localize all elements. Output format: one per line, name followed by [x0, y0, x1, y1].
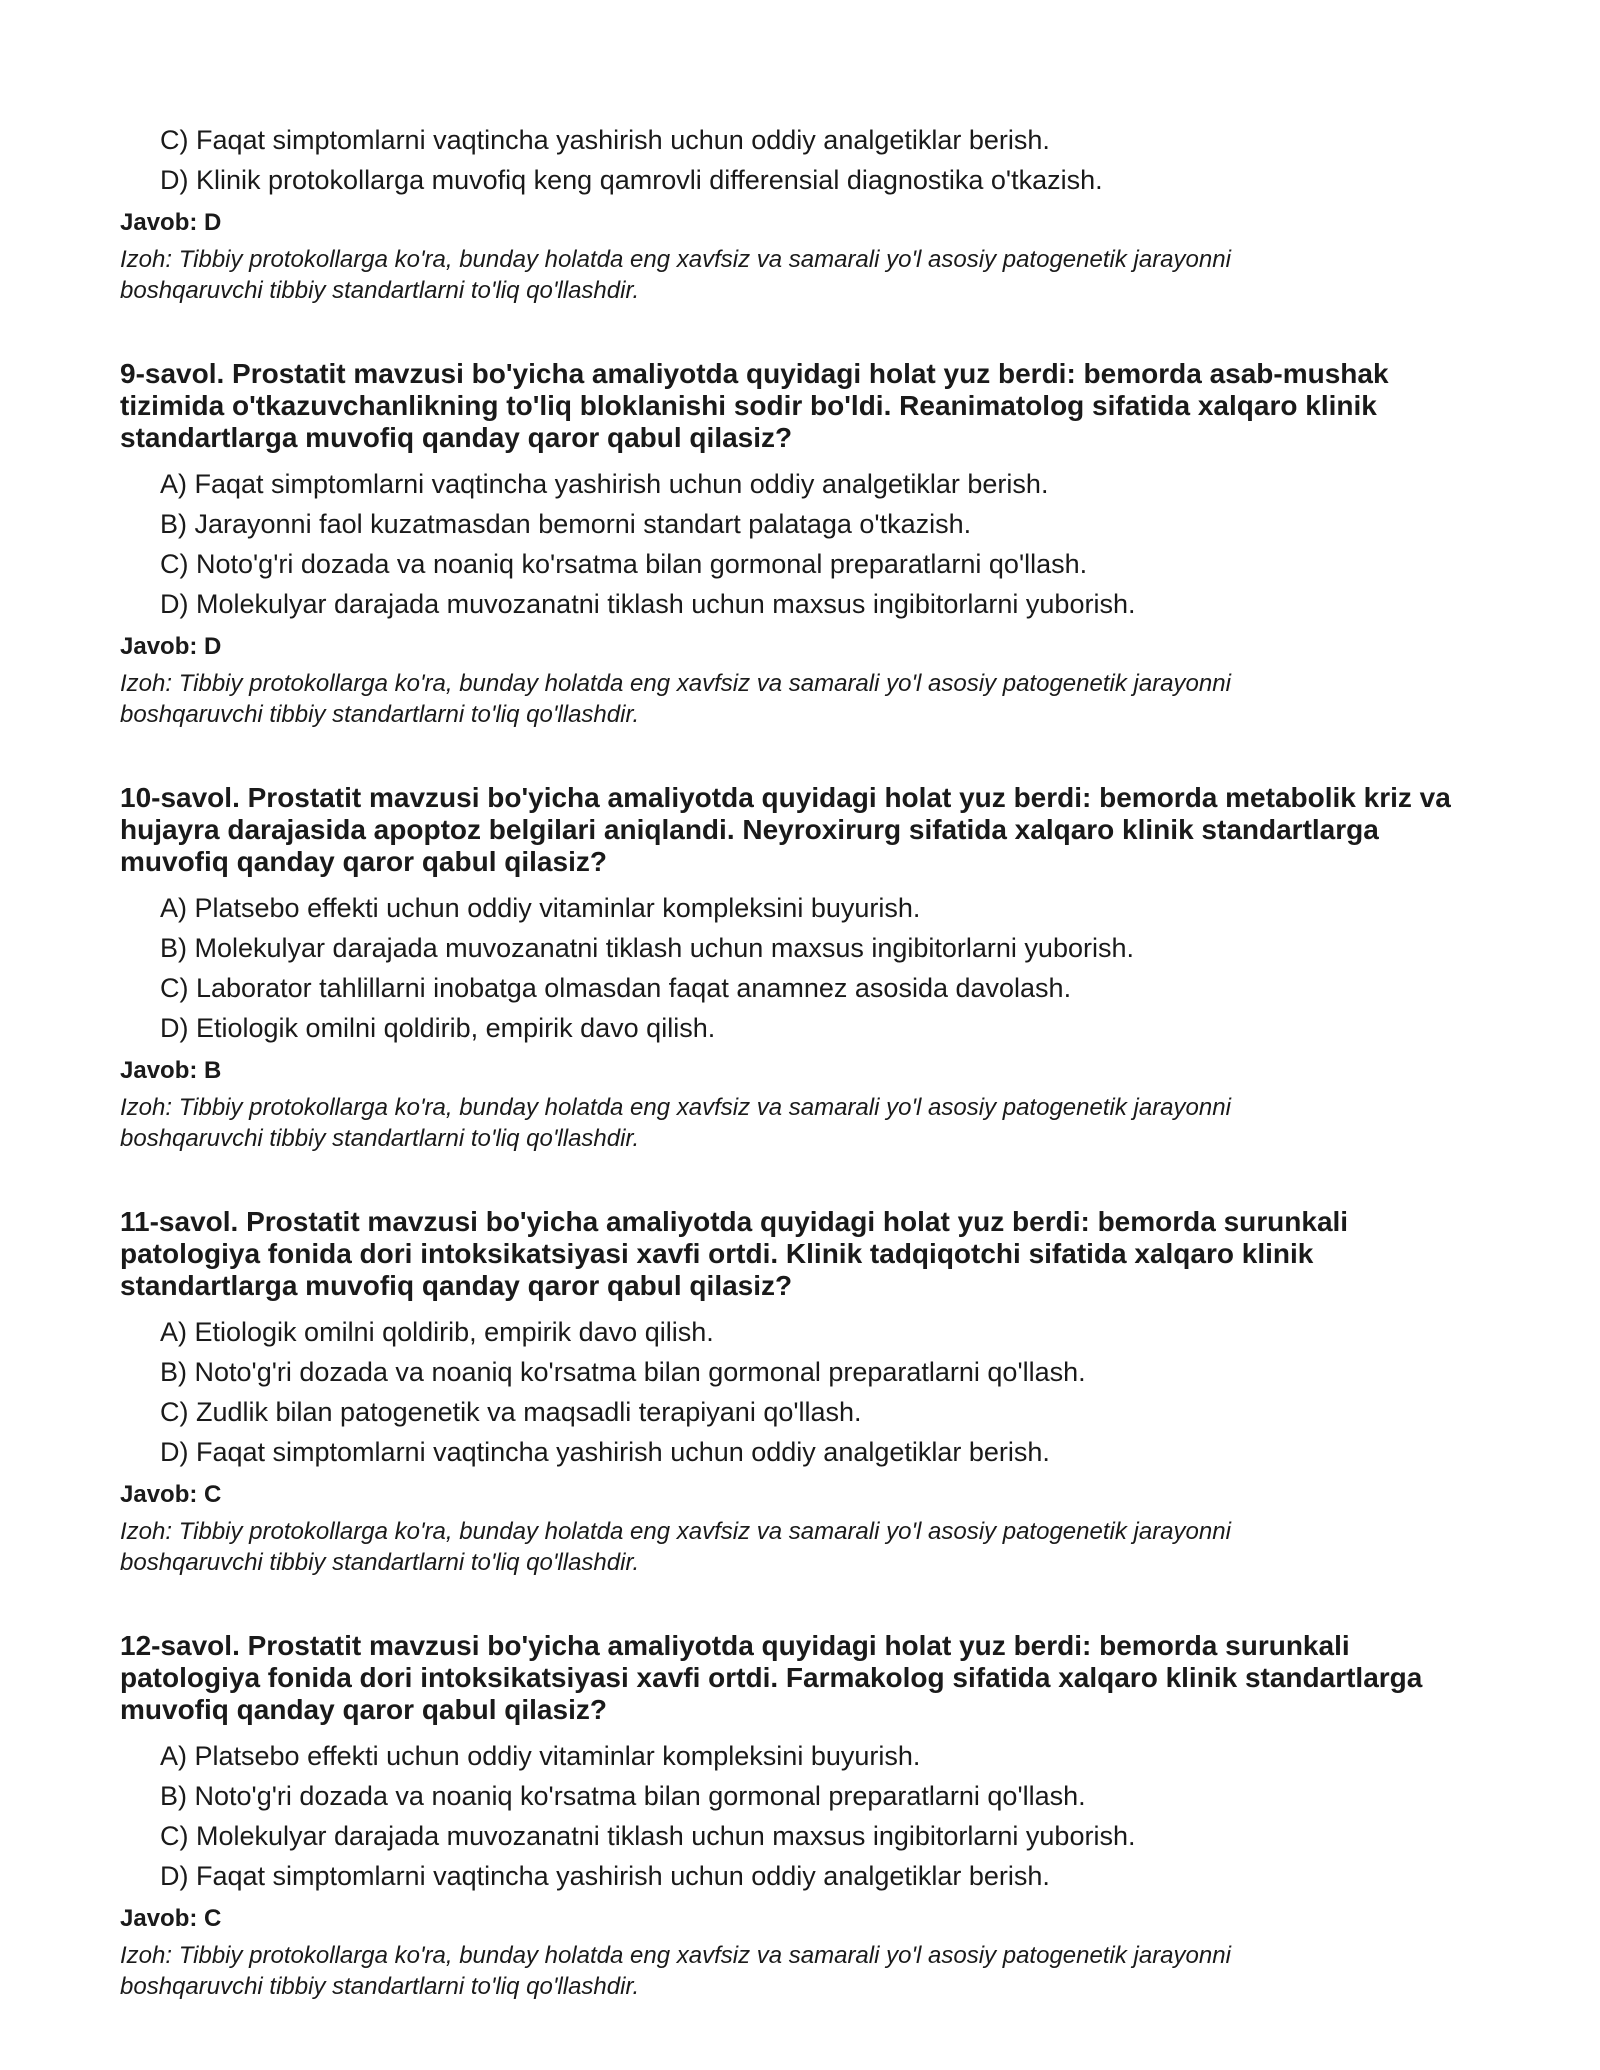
option-b: B) Noto'g'ri dozada va noaniq ko'rsatma bilan gormonal preparatlarni qo'llash. — [160, 1781, 1086, 1811]
question-8-continuation — [120, 120, 1480, 306]
option-d: D) Etiologik omilni qoldirib, empirik davo qilish. — [160, 1013, 716, 1043]
question-title: 10-savol. Prostatit mavzusi bo'yicha amaliyotda quyidagi holat yuz berdi: bemorda metabolik kriz va hujayra darajasida apoptoz belgilari aniqlandi. Neyroxirurg sifatida xalqaro klinik standartlarga muvofiq qanday qaror qabul qilasiz? — [120, 782, 1451, 877]
option-b: B) Jarayonni faol kuzatmasdan bemorni standart palataga o'tkazish. — [160, 509, 972, 539]
option-c: C) Faqat simptomlarni vaqtincha yashirish uchun oddiy analgetiklar berish. — [160, 125, 1050, 155]
question-title: 9-savol. Prostatit mavzusi bo'yicha amaliyotda quyidagi holat yuz berdi: bemorda asab-mushak tizimida o'tkazuvchanlikning to'liq bloklanishi sodir bo'ldi. Reanimatolog sifatida xalqaro klinik standartlarga muvofiq qanday qaror qabul qilasiz? — [120, 358, 1389, 453]
explanation-note: Izoh: Tibbiy protokollarga ko'ra, bunday holatda eng xavfsiz va samarali yo'l asosiy patogenetik jarayonni boshqaruvchi tibbiy standartlarni to'liq qo'llashdir. — [120, 670, 1231, 728]
option-b: B) Noto'g'ri dozada va noaniq ko'rsatma bilan gormonal preparatlarni qo'llash. — [160, 1357, 1086, 1387]
document-page — [120, 120, 1480, 2002]
answer-label: Javob: C — [120, 1481, 222, 1508]
explanation-note: Izoh: Tibbiy protokollarga ko'ra, bunday holatda eng xavfsiz va samarali yo'l asosiy patogenetik jarayonni boshqaruvchi tibbiy standartlarni to'liq qo'llashdir. — [120, 1518, 1231, 1576]
option-a: A) Etiologik omilni qoldirib, empirik davo qilish. — [160, 1317, 714, 1347]
option-c: C) Noto'g'ri dozada va noaniq ko'rsatma bilan gormonal preparatlarni qo'llash. — [160, 549, 1088, 579]
question-title: 11-savol. Prostatit mavzusi bo'yicha amaliyotda quyidagi holat yuz berdi: bemorda surunkali patologiya fonida dori intoksikatsiyasi xavfi ortdi. Klinik tadqiqotchi sifatida xalqaro klinik standartlarga muvofiq qanday qaror qabul qilasiz? — [120, 1206, 1349, 1301]
option-d: D) Molekulyar darajada muvozanatni tiklash uchun maxsus ingibitorlarni yuborish. — [160, 589, 1136, 619]
explanation-note: Izoh: Tibbiy protokollarga ko'ra, bunday holatda eng xavfsiz va samarali yo'l asosiy patogenetik jarayonni boshqaruvchi tibbiy standartlarni to'liq qo'llashdir. — [120, 1942, 1231, 2000]
option-a: A) Faqat simptomlarni vaqtincha yashirish uchun oddiy analgetiklar berish. — [160, 469, 1049, 499]
option-d: D) Faqat simptomlarni vaqtincha yashirish uchun oddiy analgetiklar berish. — [160, 1437, 1050, 1467]
option-b: B) Molekulyar darajada muvozanatni tiklash uchun maxsus ingibitorlarni yuborish. — [160, 933, 1134, 963]
option-d: D) Klinik protokollarga muvofiq keng qamrovli differensial diagnostika o'tkazish. — [160, 165, 1103, 195]
answer-label: Javob: B — [120, 1057, 222, 1084]
question-10 — [120, 782, 1480, 1154]
question-9 — [120, 358, 1480, 730]
option-c: C) Zudlik bilan patogenetik va maqsadli terapiyani qo'llash. — [160, 1397, 862, 1427]
answer-label: Javob: D — [120, 633, 222, 660]
question-12 — [120, 1630, 1480, 2002]
option-c: C) Laborator tahlillarni inobatga olmasdan faqat anamnez asosida davolash. — [160, 973, 1072, 1003]
explanation-note: Izoh: Tibbiy protokollarga ko'ra, bunday holatda eng xavfsiz va samarali yo'l asosiy patogenetik jarayonni boshqaruvchi tibbiy standartlarni to'liq qo'llashdir. — [120, 246, 1231, 304]
question-title: 12-savol. Prostatit mavzusi bo'yicha amaliyotda quyidagi holat yuz berdi: bemorda surunkali patologiya fonida dori intoksikatsiyasi xavfi ortdi. Farmakolog sifatida xalqaro klinik standartlarga muvofiq qanday qaror qabul qilasiz? — [120, 1630, 1423, 1725]
answer-label: Javob: C — [120, 1905, 222, 1932]
answer-label: Javob: D — [120, 209, 222, 236]
option-a: A) Platsebo effekti uchun oddiy vitaminlar kompleksini buyurish. — [160, 893, 921, 923]
option-d: D) Faqat simptomlarni vaqtincha yashirish uchun oddiy analgetiklar berish. — [160, 1861, 1050, 1891]
question-11 — [120, 1206, 1480, 1578]
option-c: C) Molekulyar darajada muvozanatni tiklash uchun maxsus ingibitorlarni yuborish. — [160, 1821, 1136, 1851]
explanation-note: Izoh: Tibbiy protokollarga ko'ra, bunday holatda eng xavfsiz va samarali yo'l asosiy patogenetik jarayonni boshqaruvchi tibbiy standartlarni to'liq qo'llashdir. — [120, 1094, 1231, 1152]
option-a: A) Platsebo effekti uchun oddiy vitaminlar kompleksini buyurish. — [160, 1741, 921, 1771]
